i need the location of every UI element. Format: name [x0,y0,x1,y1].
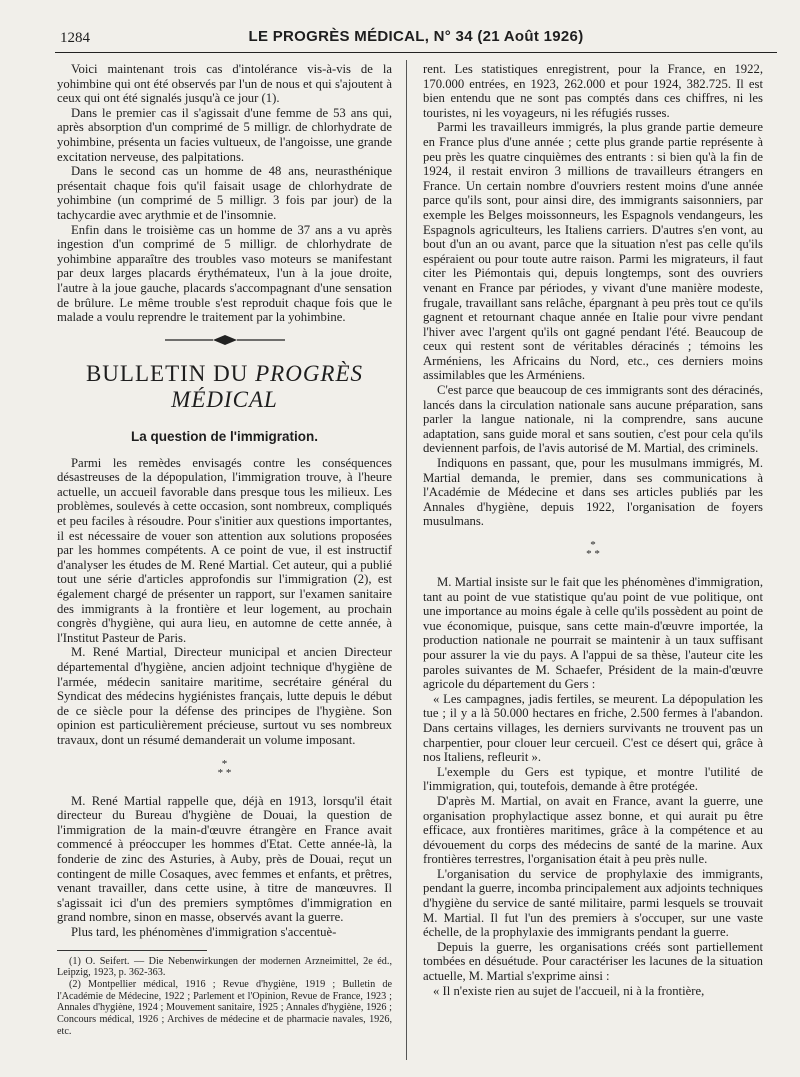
header-rule [55,52,777,53]
ornament-divider [57,333,392,351]
left-column [57,62,392,1037]
ornament-icon [165,333,285,347]
paragraph: Voici maintenant trois cas d'intolérance vis-à-vis de la yohimbine qui ont été observés par l'un de nous et qui s'ajoutent à ceux qui ont été signalés jusqu'à ce jour (1). [57,62,392,106]
paragraph: D'après M. Martial, on avait en France, avant la guerre, une organisation prophylactique assez bonne, et qui aurait pu être efficace, aux frontières maritimes, grâce à la compétence et au dévouement du corps des médecins de santé de la marine. Aux frontières terrestres, l'organisation était à peu près nulle. [423,793,763,867]
page-number: 1284 [60,30,90,46]
column-divider [406,60,407,1060]
paragraph: C'est parce que beaucoup de ces immigrants sont des déracinés, lancés dans la circulation nationale sans aucune préparation, sans parler la langue nationale, ni la comprendre, sans aucune adaptation, sans guide moral et sans soutien, c'est pour cela qu'ils deviennent parfois, de l'avis autorisé de M. Martial, des criminels. [423,383,763,456]
section-heading-text: BULLETIN DU [85,360,249,386]
paragraph: M. René Martial rappelle que, déjà en 1913, lorsqu'il était directeur du Bureau d'hygiène de Douai, la question de l'immigration de la main-d'œuvre étrangère en France avait commencé à préoccuper les hommes d'Etat. Cette année-là, la fonderie de zinc des Asturies, à Auby, près de Douai, reçut un contingent de mille Cosaques, avec femmes et enfants, et prêtres, venant travailler, dans cette usine, à titre de manœuvres. Il s'agissait ici d'un des premiers symptômes d'immigration en grand nombre, sinon en masse, observés avant la guerre. [57,793,392,925]
section-heading [57,361,392,413]
paragraph: rent. Les statistiques enregistrent, pour la France, en 1922, 170.000 entrées, en 1923, 262.000 et pour 1924, 382.725. Il est bien entendu que ne sont pas comptés dans ces chiffres, ni les touristes, ni les voyageurs, ni les réfugiés russes. [423,62,763,120]
separator-stars: * * * [217,757,232,779]
section-heading-italic: PROGRÈS MÉDICAL [171,360,364,412]
quotation: « Il n'existe rien au sujet de l'accueil, ni à la frontière, [433,983,705,998]
paragraph: Parmi les travailleurs immigrés, la plus grande partie demeure en France plus d'une année ; cette plus grande partie représente à peu près les quatre cinquièmes des entrants : si bien qu'à la fin de 1924, il restait environ 3 millions de travailleurs étrangers en France. Un certain nombre d'ouvriers restent moins d'une année parce qu'ils sont, pour ainsi dire, des immigrants saisonniers, par exemple les Belges moissonneurs, les Espagnols vendangeurs, les Espagnols agriculteurs, les Italiens carriers. D'autres s'en vont, au bout d'un an ou avant, parce que la situation n'est pas celle qu'ils espéraient ou pour toute autre raison. Parmi les migrateurs, il faut citer les Piémontais qui, depuis longtemps, sont des ouvriers venant en France par périodes, y vivant d'une manière modeste, frugale, travaillant sans relâche, épargnant à peu près tout ce qu'ils gagnent et retournant chaque année en Italie pour vivre pendant l'hiver avec l'argent qu'ils ont gagné pendant l'été. Beaucoup de ceux qui restent sont de véritables déracinés ; témoins les Arméniens, les Africains du Nord, etc., ces derniers moins assimilables que les Arméniens. [423,120,763,383]
paragraph: L'organisation du service de prophylaxie des immigrants, pendant la guerre, incomba principalement aux adjoints techniques d'hygiène du service de santé militaire, parmi lesquels se trouvait M. Martial. Il fut l'un des premiers à s'occuper, sur une vaste échelle, de la prophylaxie des immigrants pendant la guerre. [423,866,763,940]
paragraph: Dans le second cas un homme de 48 ans, neurasthénique présentait chaque fois qu'il faisait usage de chlorhydrate de yohimbine (un comprimé de 5 milligr. 3 fois par jour) de la tachycardie avec arythmie et de l'insomnie. [57,164,392,222]
paragraph: M. René Martial, Directeur municipal et ancien Directeur départemental d'hygiène, ancien adjoint technique d'hygiène de l'armée, médecin sanitaire maritime, secrétaire général du Syndicat des médecins hygiénistes français, lutte depuis le début de ce siècle pour la défense des principes de l'hygiène. Son opinion est particulièrement précieuse, surtout vu ses nombreux travaux, dont un résumé demanderait un volume imposant. [57,645,392,747]
footnote: (2) Montpellier médical, 1916 ; Revue d'hygiène, 1919 ; Bulletin de l'Académie de Médecine, 1922 ; Parlement et l'Opinion, Revue de France, 1923 ; Annales d'hygiène, 1924 ; Mouvement sanitaire, 1925 ; Annales d'hygiène, 1926 ; Concours médical, 1926 ; Archives de médecine et de pharmacie navales, 1926, etc. [57,978,392,1037]
paragraph: Plus tard, les phénomènes d'immigration s'accentuè- [71,924,337,939]
paragraph: Indiquons en passant, que, pour les musulmans immigrés, M. Martial demanda, le premier, dans ses communications à l'Académie de Médecine et dans ses articles publiés par les Annales d'hygiène, depuis 1922, l'organisation de foyers musulmans. [423,456,763,529]
right-column [423,62,763,998]
journal-header-title: LE PROGRÈS MÉDICAL, N° 34 (21 Août 1926) [248,28,584,45]
separator-stars: * * * [586,539,600,560]
footnote-rule [57,950,207,951]
article-title: La question de l'immigration. [131,428,318,444]
paragraph: Enfin dans le troisième cas un homme de 37 ans a vu après ingestion d'un comprimé de 5 milligr. de chlorhydrate de yohimbine apparaître des troubles vaso moteurs se manifestant par deux larges placards érythémateux, l'un à la joue droite, l'autre à la joue gauche, placards s'accompagnant d'une sensation de brûlure. Le même trouble s'est reproduit chaque fois que le malade a voulu reprendre le traitement par la yohimbine. [57,222,392,325]
paragraph: Dans le premier cas il s'agissait d'une femme de 53 ans qui, après absorption d'un comprimé de 5 milligr. de chlorhydrate de yohimbine, présenta un facies vultueux, de l'angoisse, une grande excitation nerveuse, des palpitations. [57,105,392,164]
footnote: (1) O. Seifert. — Die Nebenwirkungen der modernen Arzneimittel, 2e éd., Leipzig, 1923, p. 362-363. [57,955,392,979]
paragraph: L'exemple du Gers est typique, et montre l'utilité de l'immigration, qui, toutefois, demande à être protégée. [423,764,763,794]
paragraph: Parmi les remèdes envisagés contre les conséquences désastreuses de la dépopulation, l'immigration trouve, à l'heure actuelle, un accueil favorable dans presque tous les milieux. Les problèmes, soulevés à cette occasion, sont nombreux, compliqués et peu faciles à résoudre. Pour s'initier aux questions importantes, il est nécessaire de vouer son attention aux solutions proposées par les hommes compétents. A ce point de vue, il est instructif d'analyser les études de M. René Martial. Cet auteur, qui a publié tout une série d'articles approfondis sur l'immigration (2), est également chargé de présenter un rapport, sur l'examen sanitaire des immigrants à la frontière et leur logement, au prochain congrès d'hygiène, qui aura lieu, en automne de cette année, à l'Institut Pasteur de Paris. [57,455,392,645]
paragraph: M. Martial insiste sur le fait que les phénomènes d'immigration, tant au point de vue statistique qu'au point de vue politique, ont une importance au moins égale à celle qu'ils possèdent au point de vue économique, puisque, sans cette main-d'œuvre importée, la production nationale ne pourrait se maintenir à un taux suffisant pour assurer la vie du pays. A l'appui de sa thèse, l'auteur cite les paroles suivantes de M. Schaefer, Président de la main-d'œuvre agricole du département du Gers : [423,575,763,692]
paragraph: Depuis la guerre, les organisations créés sont partiellement tombées en désuétude. Pour caractériser les lacunes de la situation actuelle, M. Martial s'exprime ainsi : [423,939,763,984]
quotation: « Les campagnes, jadis fertiles, se meurent. La dépopulation les tue ; il y a là 50.000 hectares en friche, 2.500 fermes à l'abandon. Dans certains villages, les derniers survivants ne trouvent pas un charpentier, pour clouer leur cercueil. C'est ce désert qui, grâce à nos Italiens, refleurit ». [423,691,763,765]
running-header [60,28,772,50]
